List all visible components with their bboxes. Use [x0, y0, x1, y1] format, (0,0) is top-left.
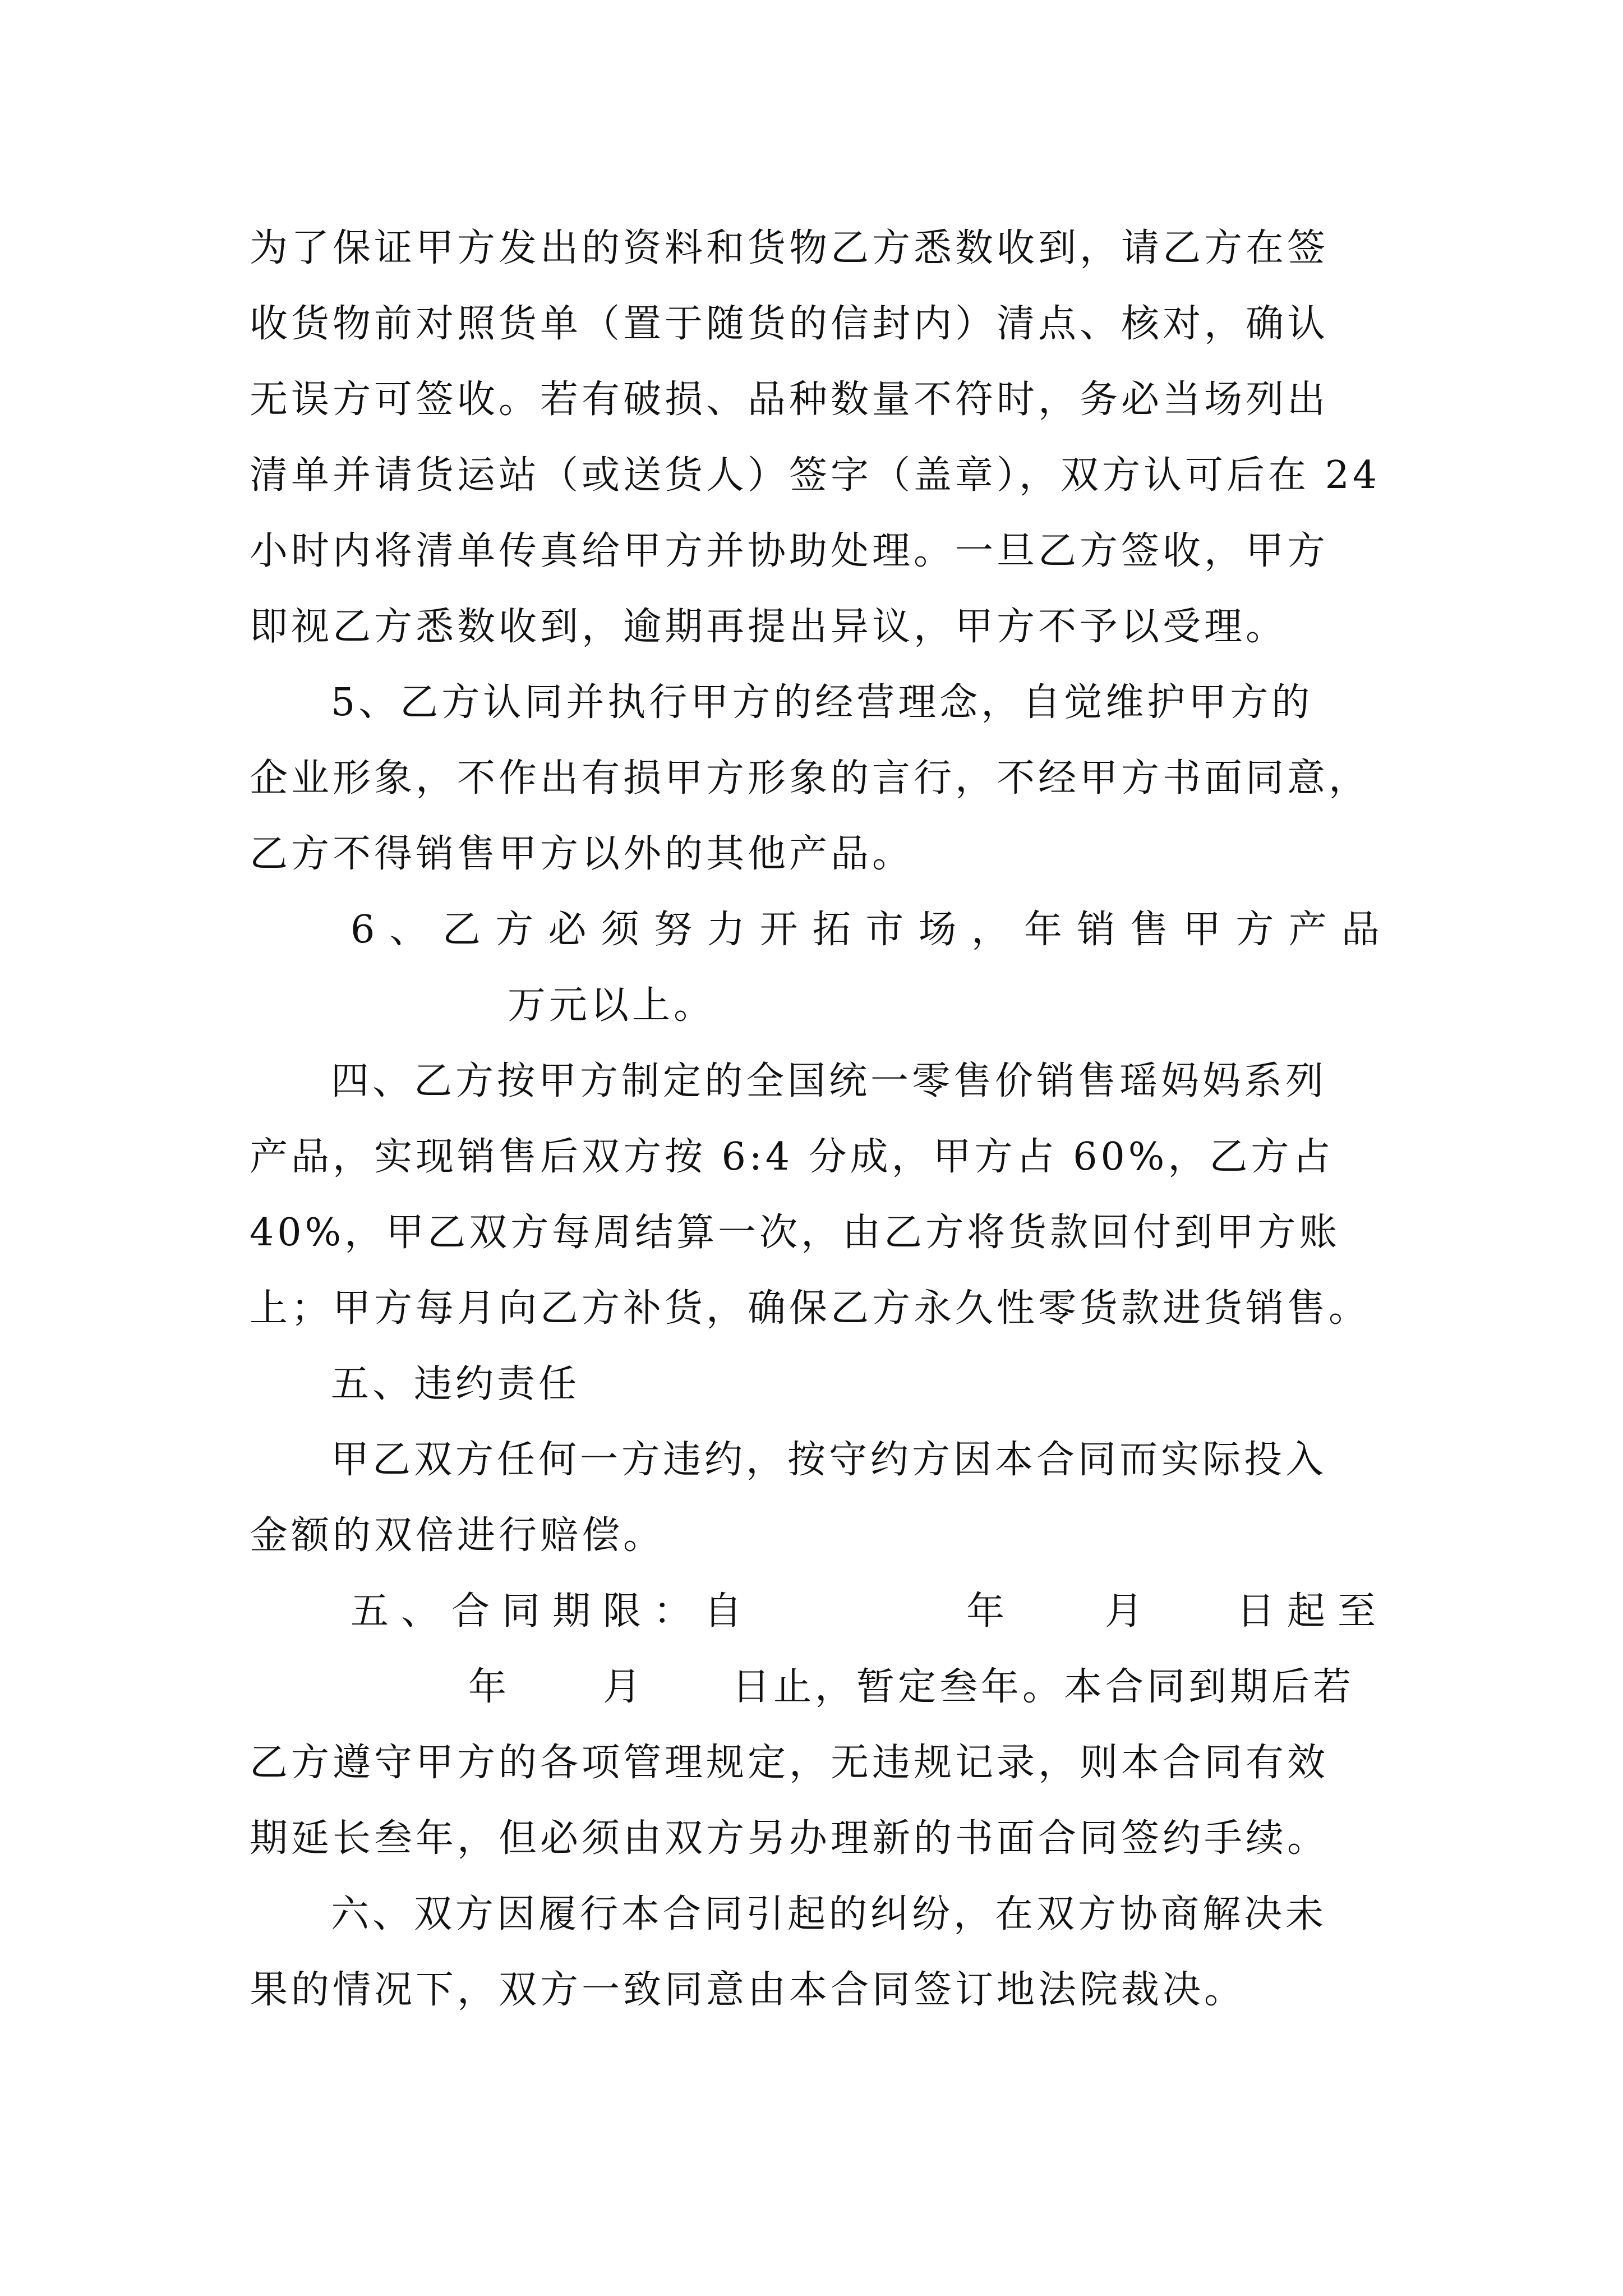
clause-6-char: 、 [389, 908, 428, 952]
term-rest: 日止，暂定叁年。本合同到期后若 [732, 1665, 1355, 1709]
clause-six-line: 果的情况下，双方一致同意由本合同签订地法院裁决。 [250, 1968, 1246, 2012]
clause-6-char: 开 [759, 908, 798, 952]
term-line: 期延长叁年，但必须由双方另办理新的书面合同签约手续。 [250, 1816, 1329, 1861]
term-line [250, 1662, 1380, 1713]
clause-6-char: 甲 [1183, 908, 1221, 952]
term-day-start: 日起至 [1237, 1589, 1389, 1634]
clause-6-char: 方 [1235, 908, 1274, 952]
clause-6-char: 售 [1129, 908, 1168, 952]
paragraph-line: 小时内将清单传真给甲方并协助处理。一旦乙方签收，甲方 [250, 529, 1329, 573]
clause-5-line: 乙方不得销售甲方以外的其他产品。 [250, 832, 914, 876]
clause-6-char: 须 [601, 908, 639, 952]
clause-6-char: 6 [351, 908, 375, 952]
section-heading: 五、违约责任 [331, 1362, 580, 1406]
clause-6-char: 市 [865, 908, 904, 952]
term-line [351, 1586, 1389, 1637]
clause-four-line: 四、乙方按甲方制定的全国统一零售价销售瑶妈妈系列 [331, 1059, 1327, 1103]
term-year-end: 年 [468, 1665, 510, 1709]
breach-line: 甲乙双方任何一方违约，按守约方因本合同而实际投入 [331, 1438, 1327, 1482]
paragraph-line: 清单并请货运站（或送货人）签字（盖章），双方认可后在 24 [250, 453, 1381, 498]
clause-four-line: 产品，实现销售后双方按 6:4 分成，甲方占 60%，乙方占 [250, 1135, 1334, 1179]
clause-four-line: 40%，甲乙双方每周结算一次，由乙方将货款回付到甲方账 [250, 1211, 1341, 1255]
paragraph-line: 为了保证甲方发出的资料和货物乙方悉数收到，请乙方在签 [250, 226, 1329, 270]
term-month-end: 月 [603, 1665, 645, 1709]
clause-6-char: 场 [918, 908, 957, 952]
paragraph-line: 即视乙方悉数收到，逾期再提出异议，甲方不予以受理。 [250, 605, 1288, 649]
clause-6-char: 年 [1024, 908, 1063, 952]
clause-6-line: 万元以上。 [508, 983, 716, 1028]
term-month-start: 月 [1105, 1589, 1156, 1634]
clause-6-char: 拓 [812, 908, 851, 952]
clause-6-char: 努 [654, 908, 693, 952]
clause-6-char: 力 [707, 908, 745, 952]
clause-6-char: 销 [1077, 908, 1115, 952]
clause-6-char: ， [971, 908, 1009, 952]
clause-6-char: 品 [1341, 908, 1380, 952]
term-label: 五、合同期限：自 [351, 1589, 755, 1634]
term-year-start: 年 [966, 1589, 1017, 1634]
paragraph-line: 收货物前对照货单（置于随货的信封内）清点、核对，确认 [250, 302, 1329, 346]
clause-6-char: 乙 [442, 908, 481, 952]
paragraph-line: 无误方可签收。若有破损、品种数量不符时，务必当场列出 [250, 378, 1329, 422]
clause-6-line [351, 905, 1380, 955]
clause-6-char: 必 [548, 908, 587, 952]
clause-5-line: 5、乙方认同并执行甲方的经营理念，自觉维护甲方的 [331, 680, 1313, 725]
breach-line: 金额的双倍进行赔偿。 [250, 1513, 665, 1558]
clause-5-line: 企业形象，不作出有损甲方形象的言行，不经甲方书面同意， [250, 756, 1371, 800]
clause-six-line: 六、双方因履行本合同引起的纠纷，在双方协商解决未 [331, 1892, 1327, 1936]
term-line: 乙方遵守甲方的各项管理规定，无违规记录，则本合同有效 [250, 1741, 1329, 1785]
clause-four-line: 上；甲方每月向乙方补货，确保乙方永久性零货款进货销售。 [250, 1286, 1371, 1331]
clause-6-char: 方 [495, 908, 534, 952]
clause-6-char: 产 [1288, 908, 1327, 952]
